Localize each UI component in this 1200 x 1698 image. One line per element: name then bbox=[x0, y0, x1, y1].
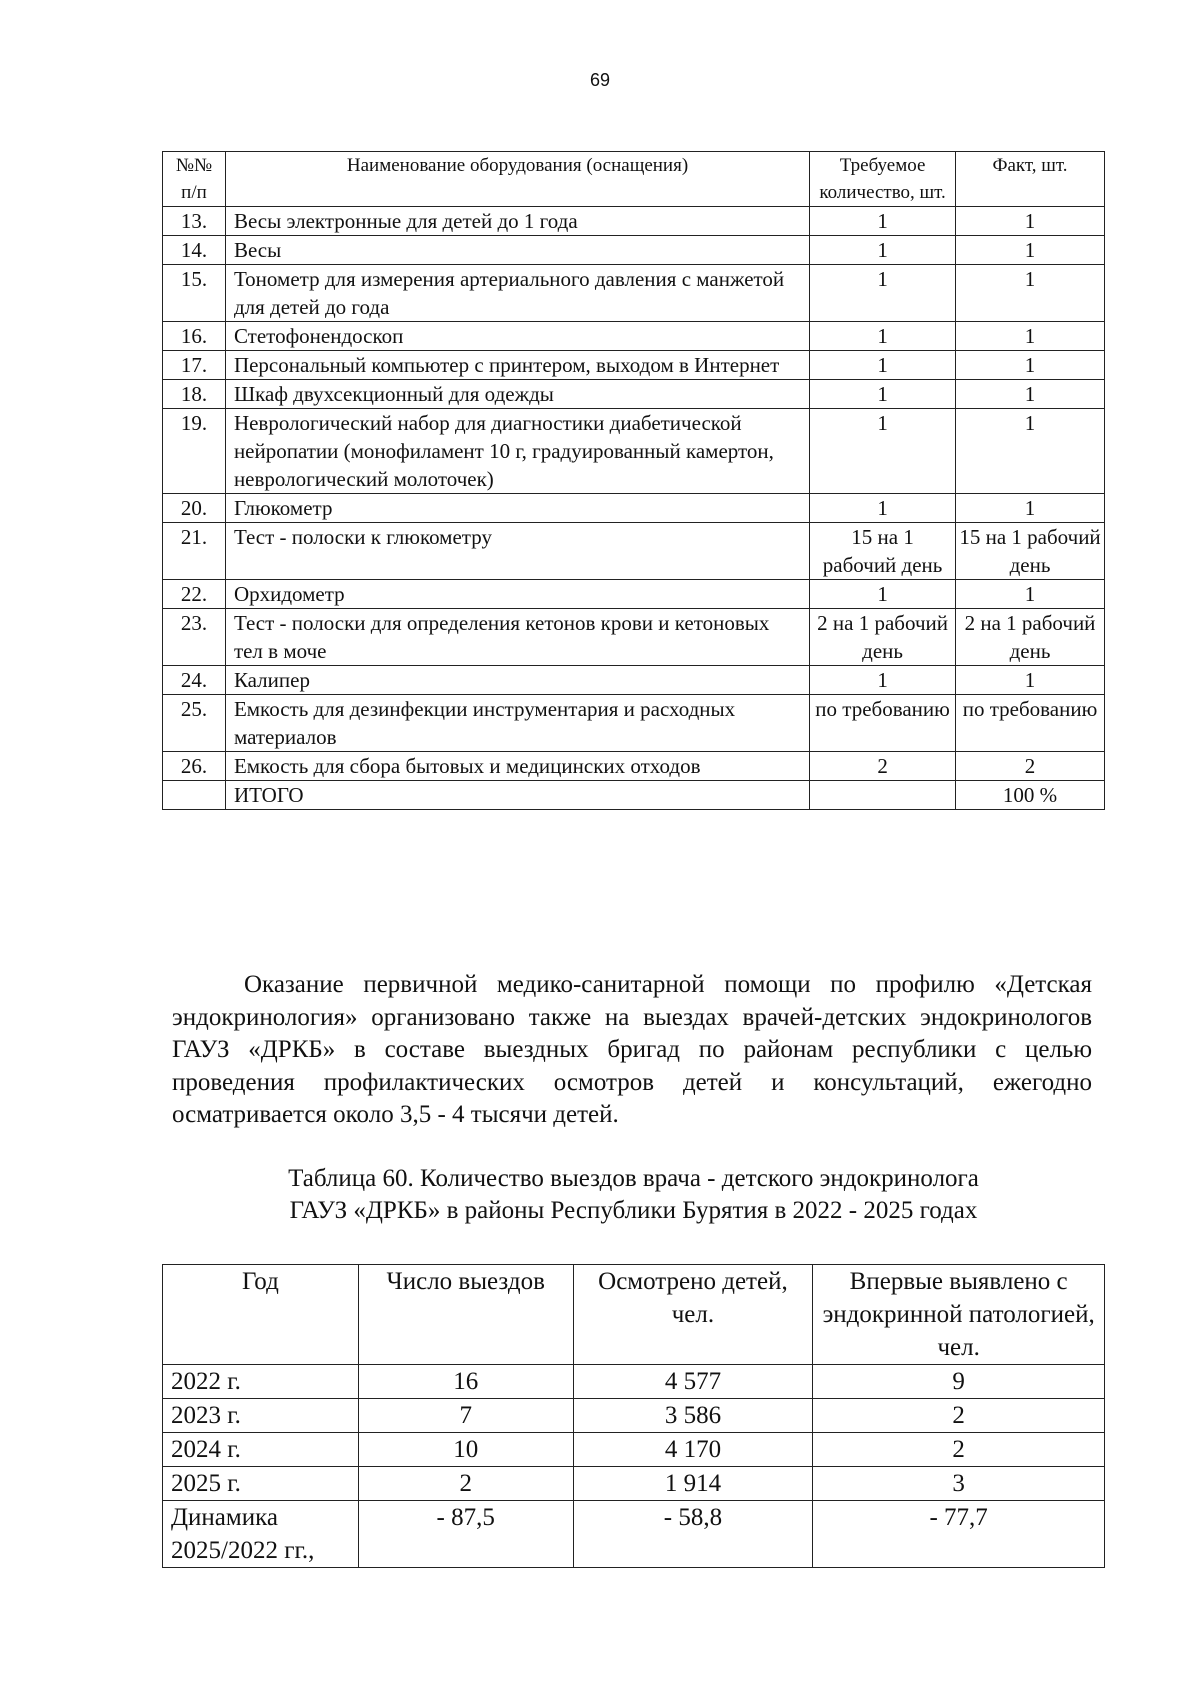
required-quantity: 2 на 1 рабочий день bbox=[810, 609, 956, 666]
table-row bbox=[163, 523, 1105, 580]
table-caption bbox=[162, 1163, 1105, 1227]
year-cell: 2025 г. bbox=[163, 1467, 359, 1501]
examined-count: 4 170 bbox=[573, 1433, 813, 1467]
trips-count: 10 bbox=[358, 1433, 573, 1467]
row-number: 18. bbox=[163, 380, 226, 409]
equipment-name: Весы bbox=[225, 236, 809, 265]
table-row bbox=[163, 1501, 1105, 1568]
equipment-table-body bbox=[163, 207, 1105, 810]
table-row bbox=[163, 752, 1105, 781]
table-row bbox=[163, 380, 1105, 409]
actual-quantity: 1 bbox=[956, 580, 1105, 609]
year-cell: 2024 г. bbox=[163, 1433, 359, 1467]
table-row bbox=[163, 265, 1105, 322]
row-number: 19. bbox=[163, 409, 226, 494]
row-number: 13. bbox=[163, 207, 226, 236]
equipment-name: Тонометр для измерения артериального давления с манжетой для детей до года bbox=[225, 265, 809, 322]
row-number: 15. bbox=[163, 265, 226, 322]
required-quantity: 1 bbox=[810, 494, 956, 523]
required-quantity: 1 bbox=[810, 409, 956, 494]
equipment-table bbox=[162, 151, 1105, 810]
row-number: 17. bbox=[163, 351, 226, 380]
header-num: №№ п/п bbox=[163, 152, 226, 207]
table-row bbox=[163, 236, 1105, 265]
table-row bbox=[163, 207, 1105, 236]
required-quantity: 1 bbox=[810, 207, 956, 236]
equipment-name: ИТОГО bbox=[225, 781, 809, 810]
actual-quantity: 1 bbox=[956, 494, 1105, 523]
equipment-name: Калипер bbox=[225, 666, 809, 695]
actual-quantity: 1 bbox=[956, 322, 1105, 351]
actual-quantity: 15 на 1 рабочий день bbox=[956, 523, 1105, 580]
equipment-name: Стетофонендоскоп bbox=[225, 322, 809, 351]
required-quantity: 1 bbox=[810, 265, 956, 322]
table-row bbox=[163, 322, 1105, 351]
actual-quantity: 100 % bbox=[956, 781, 1105, 810]
required-quantity: 1 bbox=[810, 666, 956, 695]
equipment-name: Весы электронные для детей до 1 года bbox=[225, 207, 809, 236]
equipment-name: Шкаф двухсекционный для одежды bbox=[225, 380, 809, 409]
table-row bbox=[163, 351, 1105, 380]
row-number: 14. bbox=[163, 236, 226, 265]
table-row bbox=[163, 1399, 1105, 1433]
table-row bbox=[163, 1365, 1105, 1399]
detected-count: 9 bbox=[813, 1365, 1105, 1399]
year-cell: 2023 г. bbox=[163, 1399, 359, 1433]
table-caption-line-2: ГАУЗ «ДРКБ» в районы Республики Бурятия в 2022 - 2025 годах bbox=[289, 1197, 978, 1224]
actual-quantity: 1 bbox=[956, 265, 1105, 322]
table-row bbox=[163, 695, 1105, 752]
row-number: 21. bbox=[163, 523, 226, 580]
trips-table-body bbox=[163, 1365, 1105, 1568]
actual-quantity: 1 bbox=[956, 351, 1105, 380]
detected-count: 3 bbox=[813, 1467, 1105, 1501]
year-cell: Динамика 2025/2022 гг., bbox=[163, 1501, 359, 1568]
actual-quantity: 2 на 1 рабочий день bbox=[956, 609, 1105, 666]
examined-count: 4 577 bbox=[573, 1365, 813, 1399]
actual-quantity: 1 bbox=[956, 236, 1105, 265]
trips-count: 16 bbox=[358, 1365, 573, 1399]
year-cell: 2022 г. bbox=[163, 1365, 359, 1399]
header-name: Наименование оборудования (оснащения) bbox=[225, 152, 809, 207]
actual-quantity: 2 bbox=[956, 752, 1105, 781]
header-required: Требуемое количество, шт. bbox=[810, 152, 956, 207]
header-trips: Число выездов bbox=[358, 1265, 573, 1365]
trips-table bbox=[162, 1264, 1105, 1568]
header-examined: Осмотрено детей, чел. bbox=[573, 1265, 813, 1365]
table-row bbox=[163, 494, 1105, 523]
required-quantity: 15 на 1 рабочий день bbox=[810, 523, 956, 580]
detected-count: - 77,7 bbox=[813, 1501, 1105, 1568]
table-row bbox=[163, 666, 1105, 695]
actual-quantity: 1 bbox=[956, 666, 1105, 695]
equipment-name: Тест - полоски для определения кетонов крови и кетоновых тел в моче bbox=[225, 609, 809, 666]
table-row bbox=[163, 609, 1105, 666]
row-number: 24. bbox=[163, 666, 226, 695]
row-number: 16. bbox=[163, 322, 226, 351]
row-number: 23. bbox=[163, 609, 226, 666]
body-paragraph: Оказание первичной медико-санитарной помощи по профилю «Детская эндокринология» организовано также на выездах врачей-детских эндокринологов ГАУЗ «ДРКБ» в составе выездных бригад по районам республики с целью проведения профилактических осмотров детей и консультаций, ежегодно осматривается около 3,5 - 4 тысячи детей. bbox=[172, 971, 1092, 1128]
trips-count: 2 bbox=[358, 1467, 573, 1501]
table-row bbox=[163, 580, 1105, 609]
actual-quantity: 1 bbox=[956, 380, 1105, 409]
table-caption-line-1: Таблица 60. Количество выездов врача - детского эндокринолога bbox=[288, 1165, 979, 1192]
row-number: 22. bbox=[163, 580, 226, 609]
required-quantity: по требованию bbox=[810, 695, 956, 752]
row-number: 25. bbox=[163, 695, 226, 752]
required-quantity: 1 bbox=[810, 380, 956, 409]
equipment-table-header bbox=[163, 152, 1105, 207]
detected-count: 2 bbox=[813, 1399, 1105, 1433]
required-quantity bbox=[810, 781, 956, 810]
equipment-name: Неврологический набор для диагностики диабетической нейропатии (монофиламент 10 г, градуированный камертон, неврологический молоточек) bbox=[225, 409, 809, 494]
row-number: 20. bbox=[163, 494, 226, 523]
header-detected: Впервые выявлено с эндокринной патологией, чел. bbox=[813, 1265, 1105, 1365]
detected-count: 2 bbox=[813, 1433, 1105, 1467]
equipment-name: Глюкометр bbox=[225, 494, 809, 523]
row-number bbox=[163, 781, 226, 810]
actual-quantity: по требованию bbox=[956, 695, 1105, 752]
table-row bbox=[163, 409, 1105, 494]
trips-count: 7 bbox=[358, 1399, 573, 1433]
header-year: Год bbox=[163, 1265, 359, 1365]
page-number: 69 bbox=[589, 70, 611, 90]
equipment-name: Тест - полоски к глюкометру bbox=[225, 523, 809, 580]
equipment-name: Емкость для сбора бытовых и медицинских отходов bbox=[225, 752, 809, 781]
equipment-name: Персональный компьютер с принтером, выходом в Интернет bbox=[225, 351, 809, 380]
trips-table-header bbox=[163, 1265, 1105, 1365]
header-actual: Факт, шт. bbox=[956, 152, 1105, 207]
table-row bbox=[163, 1467, 1105, 1501]
actual-quantity: 1 bbox=[956, 409, 1105, 494]
examined-count: 3 586 bbox=[573, 1399, 813, 1433]
trips-count: - 87,5 bbox=[358, 1501, 573, 1568]
equipment-name: Емкость для дезинфекции инструментария и расходных материалов bbox=[225, 695, 809, 752]
examined-count: - 58,8 bbox=[573, 1501, 813, 1568]
required-quantity: 2 bbox=[810, 752, 956, 781]
table-row bbox=[163, 1433, 1105, 1467]
row-number: 26. bbox=[163, 752, 226, 781]
required-quantity: 1 bbox=[810, 322, 956, 351]
actual-quantity: 1 bbox=[956, 207, 1105, 236]
required-quantity: 1 bbox=[810, 580, 956, 609]
table-row bbox=[163, 781, 1105, 810]
required-quantity: 1 bbox=[810, 351, 956, 380]
equipment-name: Орхидометр bbox=[225, 580, 809, 609]
examined-count: 1 914 bbox=[573, 1467, 813, 1501]
required-quantity: 1 bbox=[810, 236, 956, 265]
